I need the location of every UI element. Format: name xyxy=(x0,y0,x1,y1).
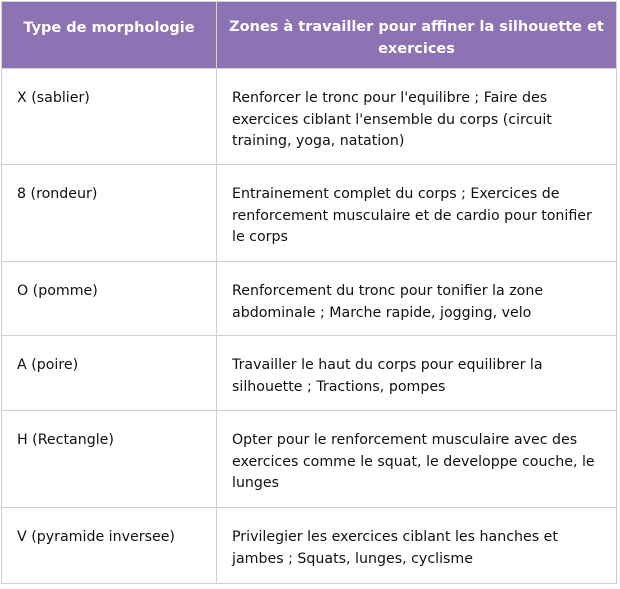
cell-zones: Travailler le haut du corps pour equilibrer la silhouette ; Tractions, pompes xyxy=(217,336,617,411)
header-zones: Zones à travailler pour affiner la silhouette et exercices xyxy=(217,2,617,69)
cell-type: H (Rectangle) xyxy=(2,411,217,508)
cell-zones: Renforcement du tronc pour tonifier la zone abdominale ; Marche rapide, jogging, velo xyxy=(217,262,617,336)
table-row xyxy=(2,69,617,165)
cell-type: A (poire) xyxy=(2,336,217,411)
table-row xyxy=(2,262,617,336)
cell-zones: Renforcer le tronc pour l'equilibre ; Faire des exercices ciblant l'ensemble du corps (circuit training, yoga, natation) xyxy=(217,69,617,165)
table-row xyxy=(2,508,617,584)
header-type: Type de morphologie xyxy=(2,2,217,69)
cell-type: V (pyramide inversee) xyxy=(2,508,217,584)
cell-zones: Privilegier les exercices ciblant les hanches et jambes ; Squats, lunges, cyclisme xyxy=(217,508,617,584)
cell-type: X (sablier) xyxy=(2,69,217,165)
table-row xyxy=(2,411,617,508)
cell-type: O (pomme) xyxy=(2,262,217,336)
cell-type: 8 (rondeur) xyxy=(2,165,217,262)
table-row xyxy=(2,165,617,262)
morphology-table xyxy=(1,1,617,584)
cell-zones: Entrainement complet du corps ; Exercices de renforcement musculaire et de cardio pour tonifier le corps xyxy=(217,165,617,262)
table-row xyxy=(2,336,617,411)
cell-zones: Opter pour le renforcement musculaire avec des exercices comme le squat, le developpe couche, le lunges xyxy=(217,411,617,508)
table-header-row xyxy=(2,2,617,69)
